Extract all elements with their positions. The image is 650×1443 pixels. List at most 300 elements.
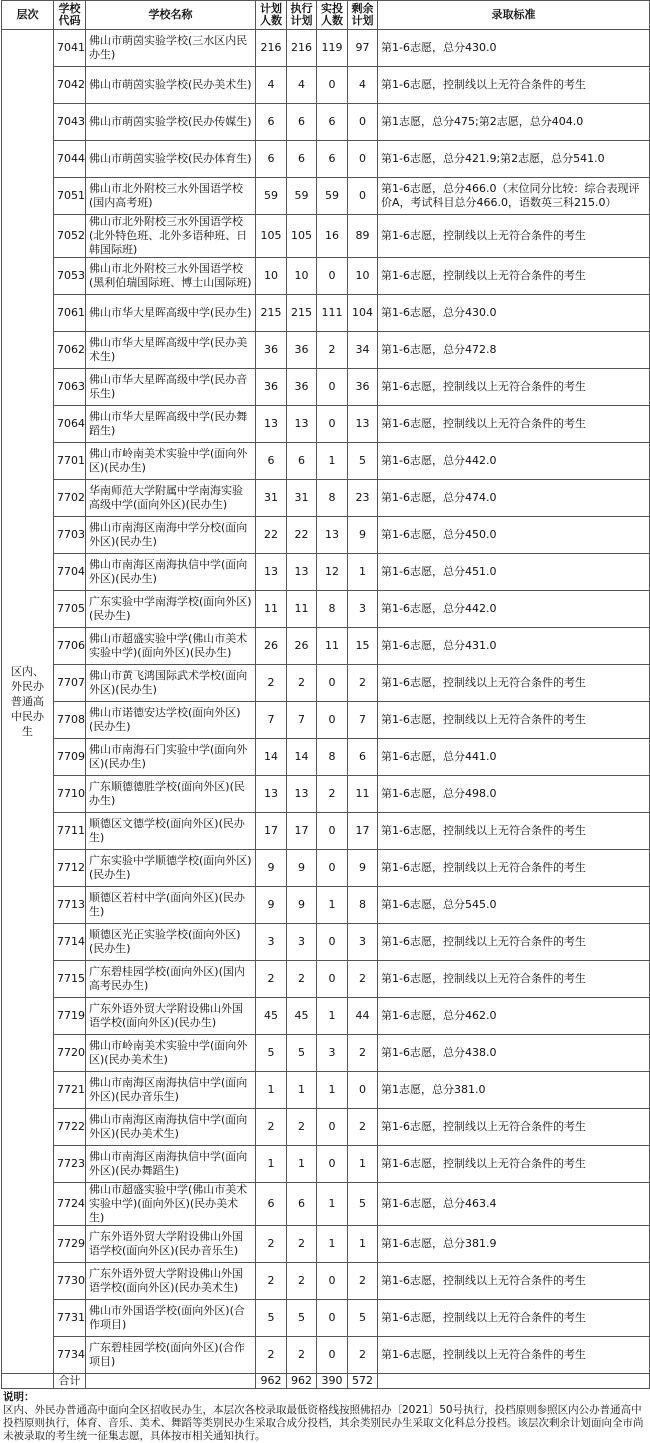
actual-count: 0 <box>317 1337 348 1374</box>
table-row <box>2 1337 650 1374</box>
school-code: 7723 <box>54 1146 86 1183</box>
school-name: 华南师范大学附属中学南海实验高级中学(面向外区)(民办生) <box>86 480 256 517</box>
school-name: 广东外语外贸大学附设佛山外国语学校(面向外区)(民办音乐生) <box>86 1226 256 1263</box>
table-row <box>2 1109 650 1146</box>
actual-count: 0 <box>317 1109 348 1146</box>
school-code: 7702 <box>54 480 86 517</box>
school-code: 7721 <box>54 1072 86 1109</box>
admission-standard: 第1-6志愿，控制线以上无符合条件的考生 <box>378 1337 650 1374</box>
admission-table <box>1 0 650 1389</box>
exec-count: 5 <box>287 1035 317 1072</box>
actual-count: 1 <box>317 1072 348 1109</box>
school-code: 7063 <box>54 369 86 406</box>
plan-count: 45 <box>256 998 287 1035</box>
actual-count: 1 <box>317 998 348 1035</box>
header-row <box>2 1 650 30</box>
table-row <box>2 702 650 739</box>
actual-count: 0 <box>317 1263 348 1300</box>
school-code: 7720 <box>54 1035 86 1072</box>
remaining-count: 0 <box>348 1072 378 1109</box>
table-row <box>2 1072 650 1109</box>
total-actual: 390 <box>317 1374 348 1389</box>
exec-count: 9 <box>287 887 317 924</box>
school-code: 7712 <box>54 850 86 887</box>
table-row <box>2 178 650 215</box>
exec-count: 6 <box>287 104 317 141</box>
exec-count: 3 <box>287 924 317 961</box>
total-exec: 962 <box>287 1374 317 1389</box>
remaining-count: 9 <box>348 850 378 887</box>
actual-count: 0 <box>317 850 348 887</box>
plan-count: 2 <box>256 961 287 998</box>
actual-count: 13 <box>317 517 348 554</box>
header-remaining: 剩余计划 <box>348 1 378 30</box>
plan-count: 7 <box>256 702 287 739</box>
school-name: 广东外语外贸大学附设佛山外国语学校(面向外区)(民办美术生) <box>86 1263 256 1300</box>
admission-standard: 第1-6志愿，控制线以上无符合条件的考生 <box>378 1300 650 1337</box>
exec-count: 2 <box>287 665 317 702</box>
header-exec: 执行计划 <box>287 1 317 30</box>
admission-standard: 第1-6志愿，控制线以上无符合条件的考生 <box>378 369 650 406</box>
table-row <box>2 443 650 480</box>
school-code: 7734 <box>54 1337 86 1374</box>
plan-count: 5 <box>256 1300 287 1337</box>
exec-count: 45 <box>287 998 317 1035</box>
admission-standard: 第1-6志愿，控制线以上无符合条件的考生 <box>378 850 650 887</box>
exec-count: 6 <box>287 141 317 178</box>
remaining-count: 1 <box>348 1146 378 1183</box>
exec-count: 1 <box>287 1072 317 1109</box>
school-code: 7729 <box>54 1226 86 1263</box>
header-actual: 实投人数 <box>317 1 348 30</box>
table-row <box>2 1226 650 1263</box>
admission-standard: 第1-6志愿，控制线以上无符合条件的考生 <box>378 813 650 850</box>
admission-standard: 第1-6志愿，总分472.8 <box>378 332 650 369</box>
school-name: 佛山市北外附校三水外国语学校(国内高考班) <box>86 178 256 215</box>
table-row <box>2 480 650 517</box>
school-code: 7722 <box>54 1109 86 1146</box>
plan-count: 1 <box>256 1072 287 1109</box>
school-code: 7052 <box>54 215 86 258</box>
admission-standard: 第1-6志愿，总分462.0 <box>378 998 650 1035</box>
plan-count: 31 <box>256 480 287 517</box>
remaining-count: 34 <box>348 332 378 369</box>
actual-count: 0 <box>317 924 348 961</box>
table-row <box>2 332 650 369</box>
table-row <box>2 30 650 67</box>
school-name: 佛山市南海区南海执信中学(面向外区)(民办音乐生) <box>86 1072 256 1109</box>
table-row <box>2 369 650 406</box>
exec-count: 14 <box>287 739 317 776</box>
plan-count: 4 <box>256 67 287 104</box>
remaining-count: 8 <box>348 887 378 924</box>
school-name: 广东顺德德胜学校(面向外区)(民办生) <box>86 776 256 813</box>
remaining-count: 44 <box>348 998 378 1035</box>
admission-standard: 第1-6志愿，总分442.0 <box>378 443 650 480</box>
plan-count: 6 <box>256 104 287 141</box>
plan-count: 105 <box>256 215 287 258</box>
plan-count: 59 <box>256 178 287 215</box>
school-code: 7731 <box>54 1300 86 1337</box>
table-row <box>2 739 650 776</box>
school-code: 7705 <box>54 591 86 628</box>
notes-title: 说明： <box>3 1391 35 1403</box>
school-name: 佛山市南海石门实验中学(面向外区)(民办生) <box>86 739 256 776</box>
exec-count: 13 <box>287 776 317 813</box>
table-row <box>2 998 650 1035</box>
exec-count: 36 <box>287 369 317 406</box>
school-code: 7711 <box>54 813 86 850</box>
school-name: 佛山市华大星晖高级中学(民办美术生) <box>86 332 256 369</box>
remaining-count: 5 <box>348 1300 378 1337</box>
table-row <box>2 1300 650 1337</box>
plan-count: 9 <box>256 850 287 887</box>
school-name: 佛山市北外附校三水外国语学校(北外特色班、北外多语种班、日韩国际班) <box>86 215 256 258</box>
school-name: 顺德区光正实验学校(面向外区)(民办生) <box>86 924 256 961</box>
total-row <box>2 1374 650 1389</box>
total-label: 合计 <box>54 1374 86 1389</box>
school-code: 7719 <box>54 998 86 1035</box>
school-name: 佛山市南海区南海执信中学(面向外区)(民办美术生) <box>86 1109 256 1146</box>
remaining-count: 2 <box>348 1109 378 1146</box>
remaining-count: 0 <box>348 178 378 215</box>
plan-count: 2 <box>256 1226 287 1263</box>
school-code: 7043 <box>54 104 86 141</box>
remaining-count: 11 <box>348 776 378 813</box>
plan-count: 13 <box>256 776 287 813</box>
school-name: 佛山市诺德安达学校(面向外区)(民办生) <box>86 702 256 739</box>
school-name: 广东碧桂园学校(面向外区)(合作项目) <box>86 1337 256 1374</box>
school-code: 7044 <box>54 141 86 178</box>
school-name: 佛山市萌茵实验学校(民办传媒生) <box>86 104 256 141</box>
exec-count: 9 <box>287 850 317 887</box>
header-standard: 录取标准 <box>378 1 650 30</box>
table-row <box>2 1183 650 1226</box>
remaining-count: 15 <box>348 628 378 665</box>
admission-standard: 第1-6志愿，总分431.0 <box>378 628 650 665</box>
school-code: 7704 <box>54 554 86 591</box>
table-row <box>2 813 650 850</box>
admission-standard: 第1-6志愿，总分438.0 <box>378 1035 650 1072</box>
admission-standard: 第1-6志愿，总分430.0 <box>378 30 650 67</box>
table-row <box>2 961 650 998</box>
remaining-count: 0 <box>348 141 378 178</box>
plan-count: 216 <box>256 30 287 67</box>
school-code: 7724 <box>54 1183 86 1226</box>
school-name: 佛山市南海区南海执信中学(面向外区)(民办生) <box>86 554 256 591</box>
plan-count: 14 <box>256 739 287 776</box>
school-name: 广东外语外贸大学附设佛山外国语学校(面向外区)(民办生) <box>86 998 256 1035</box>
plan-count: 6 <box>256 1183 287 1226</box>
school-name: 佛山市黄飞鸿国际武术学校(面向外区)(民办生) <box>86 665 256 702</box>
actual-count: 0 <box>317 1300 348 1337</box>
exec-count: 59 <box>287 178 317 215</box>
plan-count: 10 <box>256 258 287 295</box>
actual-count: 111 <box>317 295 348 332</box>
remaining-count: 4 <box>348 67 378 104</box>
exec-count: 31 <box>287 480 317 517</box>
remaining-count: 10 <box>348 258 378 295</box>
admission-standard: 第1-6志愿，总分450.0 <box>378 517 650 554</box>
school-code: 7703 <box>54 517 86 554</box>
table-row <box>2 1035 650 1072</box>
plan-count: 26 <box>256 628 287 665</box>
exec-count: 215 <box>287 295 317 332</box>
remaining-count: 1 <box>348 1226 378 1263</box>
exec-count: 26 <box>287 628 317 665</box>
table-row <box>2 887 650 924</box>
plan-count: 36 <box>256 332 287 369</box>
school-name: 广东碧桂园学校(面向外区)(国内高考民办生) <box>86 961 256 998</box>
school-name: 广东实验中学南海学校(面向外区)(民办生) <box>86 591 256 628</box>
remaining-count: 2 <box>348 665 378 702</box>
table-row <box>2 628 650 665</box>
actual-count: 2 <box>317 776 348 813</box>
exec-count: 2 <box>287 1263 317 1300</box>
admission-standard: 第1-6志愿，总分474.0 <box>378 480 650 517</box>
admission-standard: 第1-6志愿，控制线以上无符合条件的考生 <box>378 665 650 702</box>
exec-count: 2 <box>287 1109 317 1146</box>
actual-count: 8 <box>317 739 348 776</box>
actual-count: 0 <box>317 258 348 295</box>
exec-count: 4 <box>287 67 317 104</box>
school-code: 7713 <box>54 887 86 924</box>
actual-count: 8 <box>317 591 348 628</box>
admission-standard: 第1志愿，总分381.0 <box>378 1072 650 1109</box>
actual-count: 11 <box>317 628 348 665</box>
school-name: 佛山市萌茵实验学校(民办体育生) <box>86 141 256 178</box>
school-code: 7707 <box>54 665 86 702</box>
actual-count: 6 <box>317 141 348 178</box>
school-code: 7730 <box>54 1263 86 1300</box>
admission-standard: 第1-6志愿，控制线以上无符合条件的考生 <box>378 215 650 258</box>
actual-count: 1 <box>317 1183 348 1226</box>
plan-count: 13 <box>256 554 287 591</box>
remaining-count: 23 <box>348 480 378 517</box>
table-row <box>2 258 650 295</box>
plan-count: 2 <box>256 1337 287 1374</box>
remaining-count: 3 <box>348 924 378 961</box>
admission-standard: 第1-6志愿，总分441.0 <box>378 739 650 776</box>
actual-count: 0 <box>317 1146 348 1183</box>
school-code: 7062 <box>54 332 86 369</box>
exec-count: 6 <box>287 443 317 480</box>
admission-standard: 第1-6志愿，控制线以上无符合条件的考生 <box>378 924 650 961</box>
admission-standard: 第1-6志愿，总分466.0（末位同分比较：综合表现评价A，考试科目总分466.0，语数英三科215.0） <box>378 178 650 215</box>
exec-count: 10 <box>287 258 317 295</box>
school-code: 7042 <box>54 67 86 104</box>
actual-count: 59 <box>317 178 348 215</box>
exec-count: 1 <box>287 1146 317 1183</box>
exec-count: 36 <box>287 332 317 369</box>
remaining-count: 5 <box>348 443 378 480</box>
remaining-count: 89 <box>348 215 378 258</box>
remaining-count: 3 <box>348 591 378 628</box>
school-code: 7064 <box>54 406 86 443</box>
school-name: 佛山市南海区南海中学分校(面向外区)(民办生) <box>86 517 256 554</box>
exec-count: 11 <box>287 591 317 628</box>
school-name: 佛山市南海区南海执信中学(面向外区)(民办舞蹈生) <box>86 1146 256 1183</box>
actual-count: 6 <box>317 104 348 141</box>
exec-count: 216 <box>287 30 317 67</box>
plan-count: 5 <box>256 1035 287 1072</box>
actual-count: 0 <box>317 67 348 104</box>
exec-count: 17 <box>287 813 317 850</box>
header-level: 层次 <box>2 1 54 30</box>
school-name: 佛山市超盛实验中学(佛山市美术实验中学)(面向外区)(民办生) <box>86 628 256 665</box>
school-code: 7706 <box>54 628 86 665</box>
table-row <box>2 517 650 554</box>
remaining-count: 2 <box>348 1035 378 1072</box>
admission-standard: 第1-6志愿，控制线以上无符合条件的考生 <box>378 1263 650 1300</box>
actual-count: 119 <box>317 30 348 67</box>
table-row <box>2 104 650 141</box>
admission-standard: 第1-6志愿，总分430.0 <box>378 295 650 332</box>
school-name: 广东实验中学顺德学校(面向外区)(民办生) <box>86 850 256 887</box>
exec-count: 2 <box>287 961 317 998</box>
school-name: 顺德区文德学校(面向外区)(民办生) <box>86 813 256 850</box>
admission-standard: 第1-6志愿，总分463.4 <box>378 1183 650 1226</box>
remaining-count: 6 <box>348 739 378 776</box>
table-row <box>2 1146 650 1183</box>
actual-count: 0 <box>317 369 348 406</box>
actual-count: 0 <box>317 813 348 850</box>
school-name: 佛山市岭南美术实验中学(面向外区)(民办生) <box>86 443 256 480</box>
remaining-count: 9 <box>348 517 378 554</box>
actual-count: 2 <box>317 332 348 369</box>
plan-count: 13 <box>256 406 287 443</box>
school-code: 7053 <box>54 258 86 295</box>
exec-count: 6 <box>287 1183 317 1226</box>
remaining-count: 5 <box>348 1183 378 1226</box>
school-code: 7701 <box>54 443 86 480</box>
admission-standard: 第1-6志愿，总分381.9 <box>378 1226 650 1263</box>
table-row <box>2 776 650 813</box>
admission-standard: 第1-6志愿，总分545.0 <box>378 887 650 924</box>
actual-count: 12 <box>317 554 348 591</box>
table-row <box>2 591 650 628</box>
table-row <box>2 554 650 591</box>
remaining-count: 2 <box>348 1263 378 1300</box>
admission-standard: 第1-6志愿，控制线以上无符合条件的考生 <box>378 702 650 739</box>
plan-count: 17 <box>256 813 287 850</box>
school-name: 佛山市岭南美术实验中学(面向外区)(民办美术生) <box>86 1035 256 1072</box>
actual-count: 1 <box>317 887 348 924</box>
admission-standard: 第1-6志愿，控制线以上无符合条件的考生 <box>378 258 650 295</box>
remaining-count: 2 <box>348 961 378 998</box>
plan-count: 36 <box>256 369 287 406</box>
actual-count: 0 <box>317 665 348 702</box>
admission-standard: 第1-6志愿，控制线以上无符合条件的考生 <box>378 1146 650 1183</box>
table-row <box>2 295 650 332</box>
school-code: 7710 <box>54 776 86 813</box>
table-row <box>2 850 650 887</box>
admission-standard: 第1-6志愿，控制线以上无符合条件的考生 <box>378 406 650 443</box>
school-name: 佛山市超盛实验中学(佛山市美术实验中学)(面向外区)(民办美术生) <box>86 1183 256 1226</box>
exec-count: 22 <box>287 517 317 554</box>
admission-standard: 第1-6志愿，控制线以上无符合条件的考生 <box>378 67 650 104</box>
level-cell: 区内、外民办普通高中民办生 <box>2 30 54 1374</box>
admission-standard: 第1-6志愿，总分442.0 <box>378 591 650 628</box>
actual-count: 1 <box>317 443 348 480</box>
school-name: 顺德区若村中学(面向外区)(民办生) <box>86 887 256 924</box>
plan-count: 1 <box>256 1146 287 1183</box>
school-code: 7708 <box>54 702 86 739</box>
admission-standard: 第1-6志愿，总分451.0 <box>378 554 650 591</box>
table-row <box>2 1263 650 1300</box>
school-code: 7714 <box>54 924 86 961</box>
admission-standard: 第1-6志愿，总分498.0 <box>378 776 650 813</box>
school-name: 佛山市北外附校三水外国语学校(黑利伯瑞国际班、博士山国际班) <box>86 258 256 295</box>
plan-count: 2 <box>256 665 287 702</box>
school-name: 佛山市萌茵实验学校(民办美术生) <box>86 67 256 104</box>
school-code: 7715 <box>54 961 86 998</box>
remaining-count: 13 <box>348 406 378 443</box>
remaining-count: 0 <box>348 104 378 141</box>
total-plan: 962 <box>256 1374 287 1389</box>
remaining-count: 104 <box>348 295 378 332</box>
exec-count: 2 <box>287 1226 317 1263</box>
school-code: 7061 <box>54 295 86 332</box>
admission-standard: 第1志愿，总分475;第2志愿，总分404.0 <box>378 104 650 141</box>
plan-count: 11 <box>256 591 287 628</box>
remaining-count: 17 <box>348 813 378 850</box>
header-school-code: 学校代码 <box>54 1 86 30</box>
plan-count: 2 <box>256 1263 287 1300</box>
school-name: 佛山市萌茵实验学校(三水区内民办生) <box>86 30 256 67</box>
table-row <box>2 406 650 443</box>
admission-standard: 第1-6志愿，控制线以上无符合条件的考生 <box>378 961 650 998</box>
actual-count: 0 <box>317 406 348 443</box>
header-school-name: 学校名称 <box>86 1 256 30</box>
exec-count: 105 <box>287 215 317 258</box>
table-row <box>2 665 650 702</box>
exec-count: 2 <box>287 1337 317 1374</box>
actual-count: 0 <box>317 961 348 998</box>
exec-count: 13 <box>287 406 317 443</box>
plan-count: 6 <box>256 141 287 178</box>
plan-count: 2 <box>256 1109 287 1146</box>
school-name: 佛山市华大星晖高级中学(民办音乐生) <box>86 369 256 406</box>
exec-count: 5 <box>287 1300 317 1337</box>
school-name: 佛山市外国语学校(面向外区)(合作项目) <box>86 1300 256 1337</box>
plan-count: 3 <box>256 924 287 961</box>
admission-standard: 第1-6志愿，控制线以上无符合条件的考生 <box>378 1109 650 1146</box>
plan-count: 9 <box>256 887 287 924</box>
school-code: 7709 <box>54 739 86 776</box>
actual-count: 1 <box>317 1226 348 1263</box>
admission-standard: 第1-6志愿，总分421.9;第2志愿，总分541.0 <box>378 141 650 178</box>
table-row <box>2 67 650 104</box>
table-row <box>2 215 650 258</box>
actual-count: 0 <box>317 702 348 739</box>
actual-count: 3 <box>317 1035 348 1072</box>
plan-count: 6 <box>256 443 287 480</box>
plan-count: 22 <box>256 517 287 554</box>
remaining-count: 36 <box>348 369 378 406</box>
total-remaining: 572 <box>348 1374 378 1389</box>
table-row <box>2 141 650 178</box>
school-code: 7051 <box>54 178 86 215</box>
school-name: 佛山市华大星晖高级中学(民办生) <box>86 295 256 332</box>
actual-count: 16 <box>317 215 348 258</box>
notes <box>3 1391 647 1443</box>
school-code: 7041 <box>54 30 86 67</box>
table-row <box>2 924 650 961</box>
remaining-count: 1 <box>348 554 378 591</box>
remaining-count: 97 <box>348 30 378 67</box>
remaining-count: 2 <box>348 1337 378 1374</box>
